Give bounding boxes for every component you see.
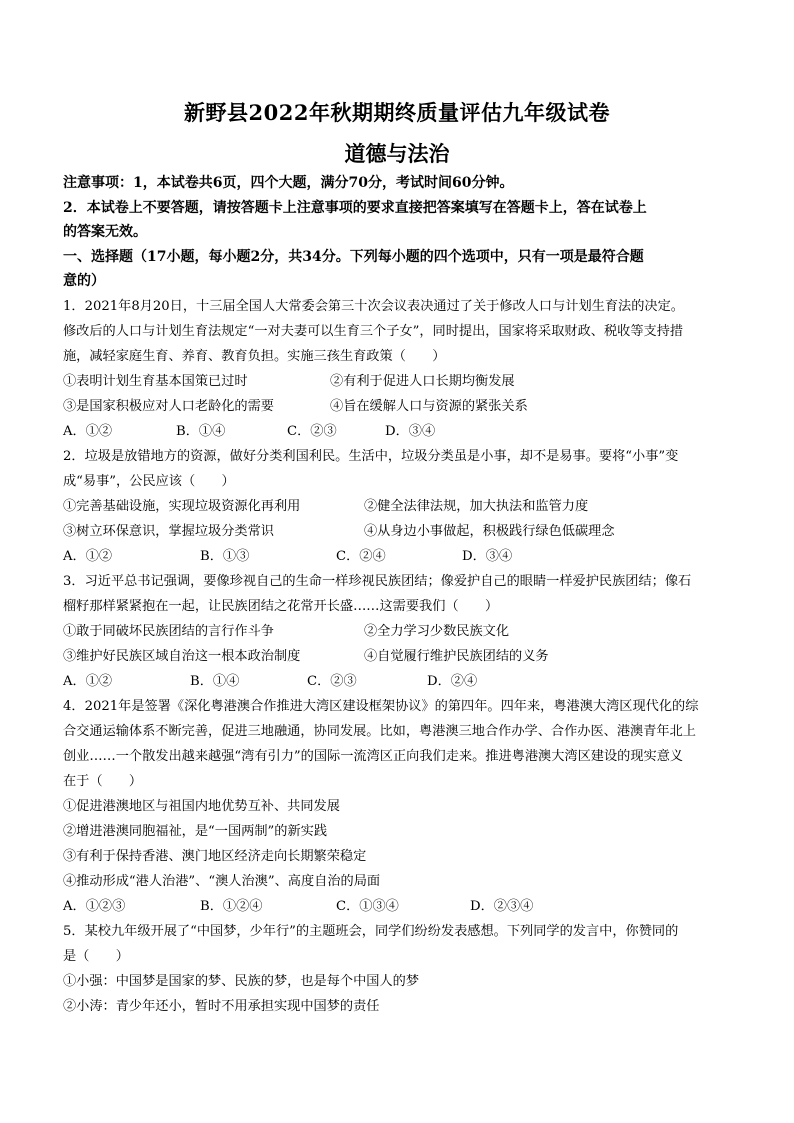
q3-statement-1: ①敢于同破坏民族团结的言行作斗争 [63, 624, 274, 639]
q4-option-a: A．①②③ [63, 899, 126, 914]
q1-statement-1: ①表明计划生育基本国策已过时 [63, 374, 248, 389]
q3-stem-2: 榴籽那样紧紧抱在一起，让民族团结之花常开长盛……这需要我们（ ） [63, 599, 499, 614]
q5-stem-2: 是（ ） [63, 949, 129, 964]
q3-option-a: A．①② [63, 674, 113, 689]
q5-statement-2: ②小涛：青少年还小，暂时不用承担实现中国梦的责任 [63, 999, 380, 1014]
q3-option-b: B．①④ [190, 674, 240, 689]
q2-option-c: C．②④ [336, 549, 386, 564]
q1-stem-1: 1．2021年8月20日，十三届全国人大常委会第三十次会议表决通过了关于修改人口与计划生育法的决定。 [63, 299, 684, 314]
q4-option-c: C．①③④ [336, 899, 399, 914]
q2-option-a: A．①② [63, 549, 113, 564]
q5-statement-1: ①小强：中国梦是国家的梦、民族的梦，也是每个中国人的梦 [63, 974, 420, 989]
notice-line-2: 2．本试卷上不要答题，请按答题卡上注意事项的要求直接把答案填写在答题卡上，答在试卷上 [63, 200, 647, 216]
q5-stem-1: 5．某校九年级开展了“中国梦，少年行”的主题班会，同学们纷纷发表感想。下列同学的发言中，你赞同的 [63, 924, 679, 939]
section-heading-line-2: 意的） [63, 273, 105, 289]
section-heading-line-1: 一、选择题（17小题，每小题2分，共34分。下列每小题的四个选项中，只有一项是最符合题 [63, 249, 644, 265]
notice-line-1: 注意事项：1，本试卷共6页，四个大题，满分70分，考试时间60分钟。 [63, 175, 514, 191]
q3-statement-2: ②全力学习少数民族文化 [364, 624, 510, 639]
q2-statement-2: ②健全法律法规，加大执法和监管力度 [364, 499, 589, 514]
q1-option-a: A．①② [63, 424, 113, 439]
q1-statement-2: ②有利于促进人口长期均衡发展 [330, 374, 515, 389]
q1-stem-3: 施，减轻家庭生育、养育、教育负担。实施三孩生育政策（ ） [63, 349, 446, 364]
notice-line-3: 的答案无效。 [63, 224, 147, 240]
q1-option-c: C．②③ [287, 424, 337, 439]
q4-option-d: D．②③④ [470, 899, 534, 914]
q3-statement-3: ③维护好民族区域自治这一根本政治制度 [63, 649, 301, 664]
q4-statement-3: ③有利于保持香港、澳门地区经济走向长期繁荣稳定 [63, 849, 367, 864]
q4-statement-2: ②增进港澳同胞福祉，是“一国两制”的新实践 [63, 824, 328, 839]
q4-option-b: B．①②④ [200, 899, 263, 914]
q2-statement-3: ③树立环保意识，掌握垃圾分类常识 [63, 524, 274, 539]
q2-stem-2: 成“易事”，公民应该（ ） [63, 474, 235, 489]
q4-stem-1: 4．2021年是签署《深化粤港澳合作推进大湾区建设框架协议》的第四年。四年来，粤港澳大湾区现代化的综 [63, 699, 699, 714]
q2-stem-1: 2．垃圾是放错地方的资源，做好分类利国利民。生活中，垃圾分类虽是小事，却不是易事。要将“小事”变 [63, 449, 679, 464]
q1-statement-3: ③是国家积极应对人口老龄化的需要 [63, 399, 274, 414]
q1-option-d: D．③④ [385, 424, 436, 439]
q4-stem-2: 合交通运输体系不断完善，促进三地融通，协同发展。比如，粤港澳三地合作办学、合作办医、港澳青年北上 [63, 724, 696, 739]
q2-statement-1: ①完善基础设施，实现垃圾资源化再利用 [63, 499, 301, 514]
q4-statement-1: ①促进港澳地区与祖国内地优势互补、共同发展 [63, 799, 340, 814]
q3-statement-4: ④自觉履行维护民族团结的义务 [364, 649, 549, 664]
q3-option-d: D．②④ [427, 674, 478, 689]
q4-statement-4: ④推动形成“港人治港”、“澳人治澳”、高度自治的局面 [63, 874, 381, 889]
subject-title: 道德与法治 [344, 141, 450, 166]
q3-option-c: C．②③ [307, 674, 357, 689]
q1-statement-4: ④旨在缓解人口与资源的紧张关系 [330, 399, 528, 414]
q3-stem-1: 3．习近平总书记强调，要像珍视自己的生命一样珍视民族团结；像爱护自己的眼睛一样爱护民族团结；像石 [63, 574, 692, 589]
q2-option-d: D．③④ [462, 549, 513, 564]
q1-stem-2: 修改后的人口与计划生育法规定“一对夫妻可以生育三个子女”，同时提出，国家将采取财政、税收等支持措 [63, 324, 684, 339]
q2-option-b: B．①③ [200, 549, 250, 564]
exam-title: 新野县2022年秋期期终质量评估九年级试卷 [184, 100, 610, 125]
q1-option-b: B．①④ [176, 424, 226, 439]
q4-stem-3: 创业……一个散发出越来越强“湾有引力”的国际一流湾区正向我们走来。推进粤港澳大湾区建设的现实意义 [63, 749, 684, 764]
q4-stem-4: 在于（ ） [63, 774, 143, 789]
q2-statement-4: ④从身边小事做起，积极践行绿色低碳理念 [364, 524, 615, 539]
